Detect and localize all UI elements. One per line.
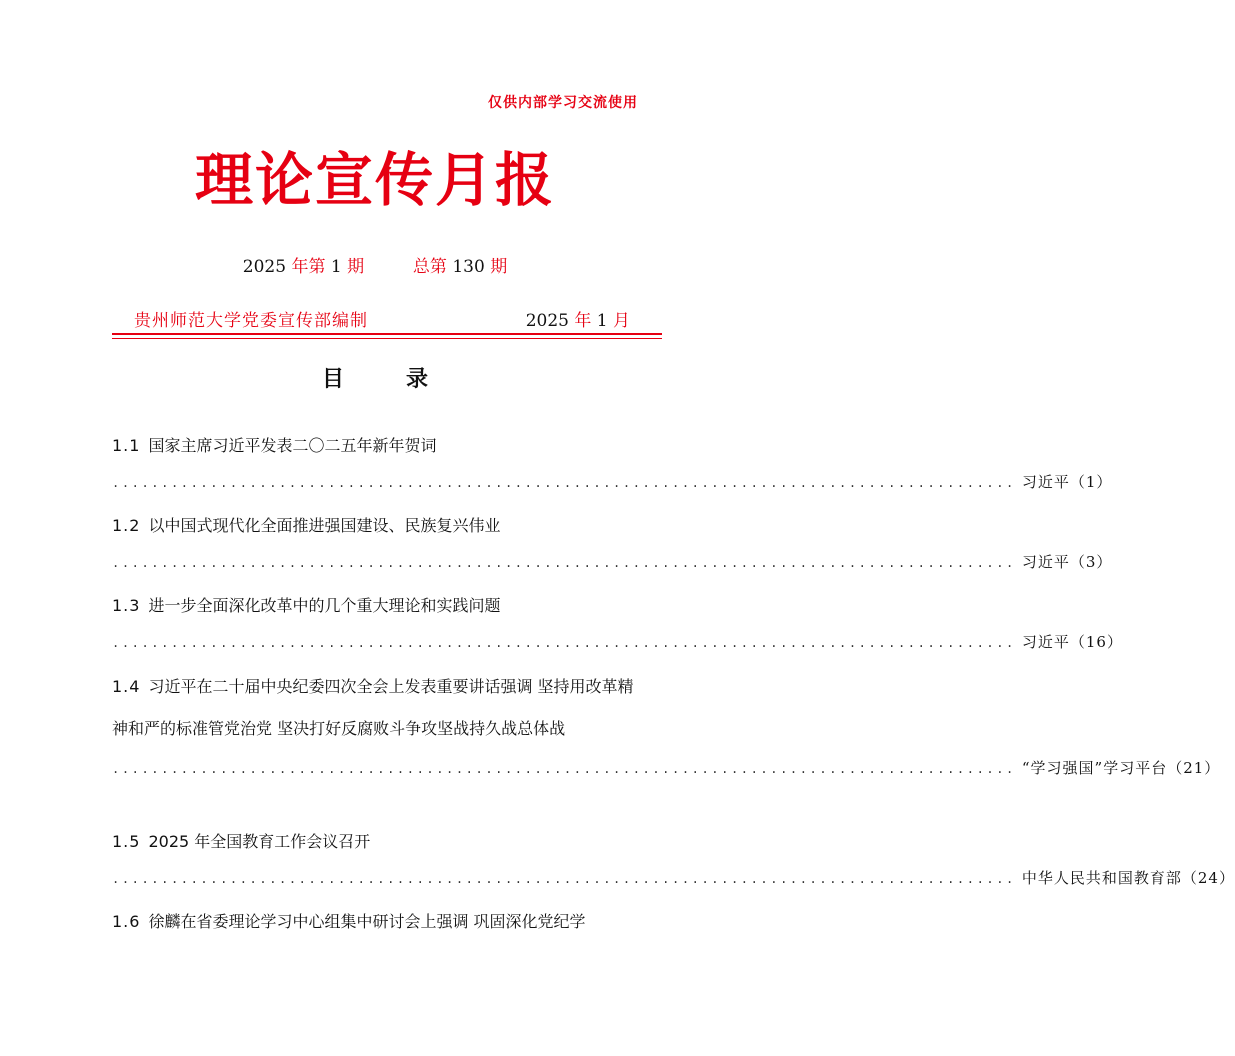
total-prefix: 总第 <box>412 257 447 277</box>
toc-entry-leader <box>112 860 1235 896</box>
toc-entry-number: 1.2 <box>112 516 141 535</box>
toc-entry-number: 1.5 <box>112 832 141 851</box>
dot-leader: ............................................................................................ <box>112 872 1016 886</box>
toc-heading-part2: 录 <box>406 367 429 392</box>
toc-entry-source: “学习强国”学习平台（21） <box>1021 759 1221 777</box>
date-year: 2025 <box>525 311 569 331</box>
compiler-line: 贵州师范大学党委宣传部编制 <box>134 311 368 331</box>
toc-entry-leader <box>112 544 1113 580</box>
toc-entry[interactable] <box>112 666 1221 786</box>
header-divider-thin <box>112 338 662 339</box>
dot-leader: ............................................................................................ <box>112 476 1016 490</box>
total-number: 130 <box>452 257 485 277</box>
dot-leader: ............................................................................................ <box>112 762 1016 776</box>
toc-entry[interactable] <box>112 904 638 940</box>
toc-entry-title[interactable] <box>112 904 638 940</box>
header-divider-thick <box>112 333 662 335</box>
toc-entry-text: 以中国式现代化全面推进强国建设、民族复兴伟业 <box>148 516 501 535</box>
issue-number: 1 <box>330 257 342 277</box>
toc-entry-number: 1.6 <box>112 912 141 931</box>
toc-entry-title[interactable] <box>112 508 638 544</box>
toc-entry[interactable] <box>112 428 1113 500</box>
toc-entry-number: 1.4 <box>112 677 141 696</box>
toc-entry-title[interactable] <box>112 428 638 464</box>
dot-leader: ............................................................................................ <box>112 636 1016 650</box>
toc-entry-number: 1.1 <box>112 436 141 455</box>
toc-entry-text: 习近平在二十届中央纪委四次全会上发表重要讲话强调 坚持用改革精神和严的标准管党治党 坚决打好反腐败斗争攻坚战持久战总体战 <box>112 677 634 738</box>
date-month: 1 <box>596 311 608 331</box>
internal-use-notice: 仅供内部学习交流使用 <box>488 95 638 111</box>
toc-entry-leader <box>112 750 1221 786</box>
issue-year-suffix: 年第 <box>291 257 326 277</box>
toc-heading-part1: 目 <box>321 367 344 392</box>
toc-entry-number: 1.3 <box>112 596 141 615</box>
masthead-title: 理论宣传月报 <box>194 146 555 214</box>
issue-line <box>0 252 750 277</box>
toc-entry-source: 习近平（1） <box>1021 473 1113 491</box>
toc-entry[interactable] <box>112 508 1113 580</box>
toc-entry-text: 进一步全面深化改革中的几个重大理论和实践问题 <box>148 596 501 615</box>
toc-entry-source: 习近平（3） <box>1021 553 1113 571</box>
toc-heading <box>0 362 750 393</box>
toc-entry-text: 徐麟在省委理论学习中心组集中研讨会上强调 巩固深化党纪学 <box>148 912 586 931</box>
date-year-suffix: 年 <box>574 311 592 331</box>
toc-entry-source: 习近平（16） <box>1021 633 1123 651</box>
toc-entry-title[interactable] <box>112 588 638 624</box>
toc-entry-title[interactable] <box>112 824 638 860</box>
publish-date <box>526 306 630 331</box>
toc-entry-leader <box>112 464 1113 500</box>
toc-entry-leader <box>112 624 1123 660</box>
toc-entry-source: 中华人民共和国教育部（24） <box>1021 869 1235 887</box>
date-month-suffix: 月 <box>613 311 630 331</box>
toc-entry-title[interactable] <box>112 666 638 750</box>
toc-entry-text: 国家主席习近平发表二〇二五年新年贺词 <box>148 436 437 455</box>
toc-entry[interactable] <box>112 588 1123 660</box>
toc-entry[interactable] <box>112 824 1235 896</box>
dot-leader: ............................................................................................ <box>112 556 1016 570</box>
toc-entry-text: 2025 年全国教育工作会议召开 <box>148 832 371 851</box>
issue-year: 2025 <box>242 257 287 277</box>
issue-suffix: 期 <box>347 257 365 277</box>
total-suffix: 期 <box>490 257 508 277</box>
